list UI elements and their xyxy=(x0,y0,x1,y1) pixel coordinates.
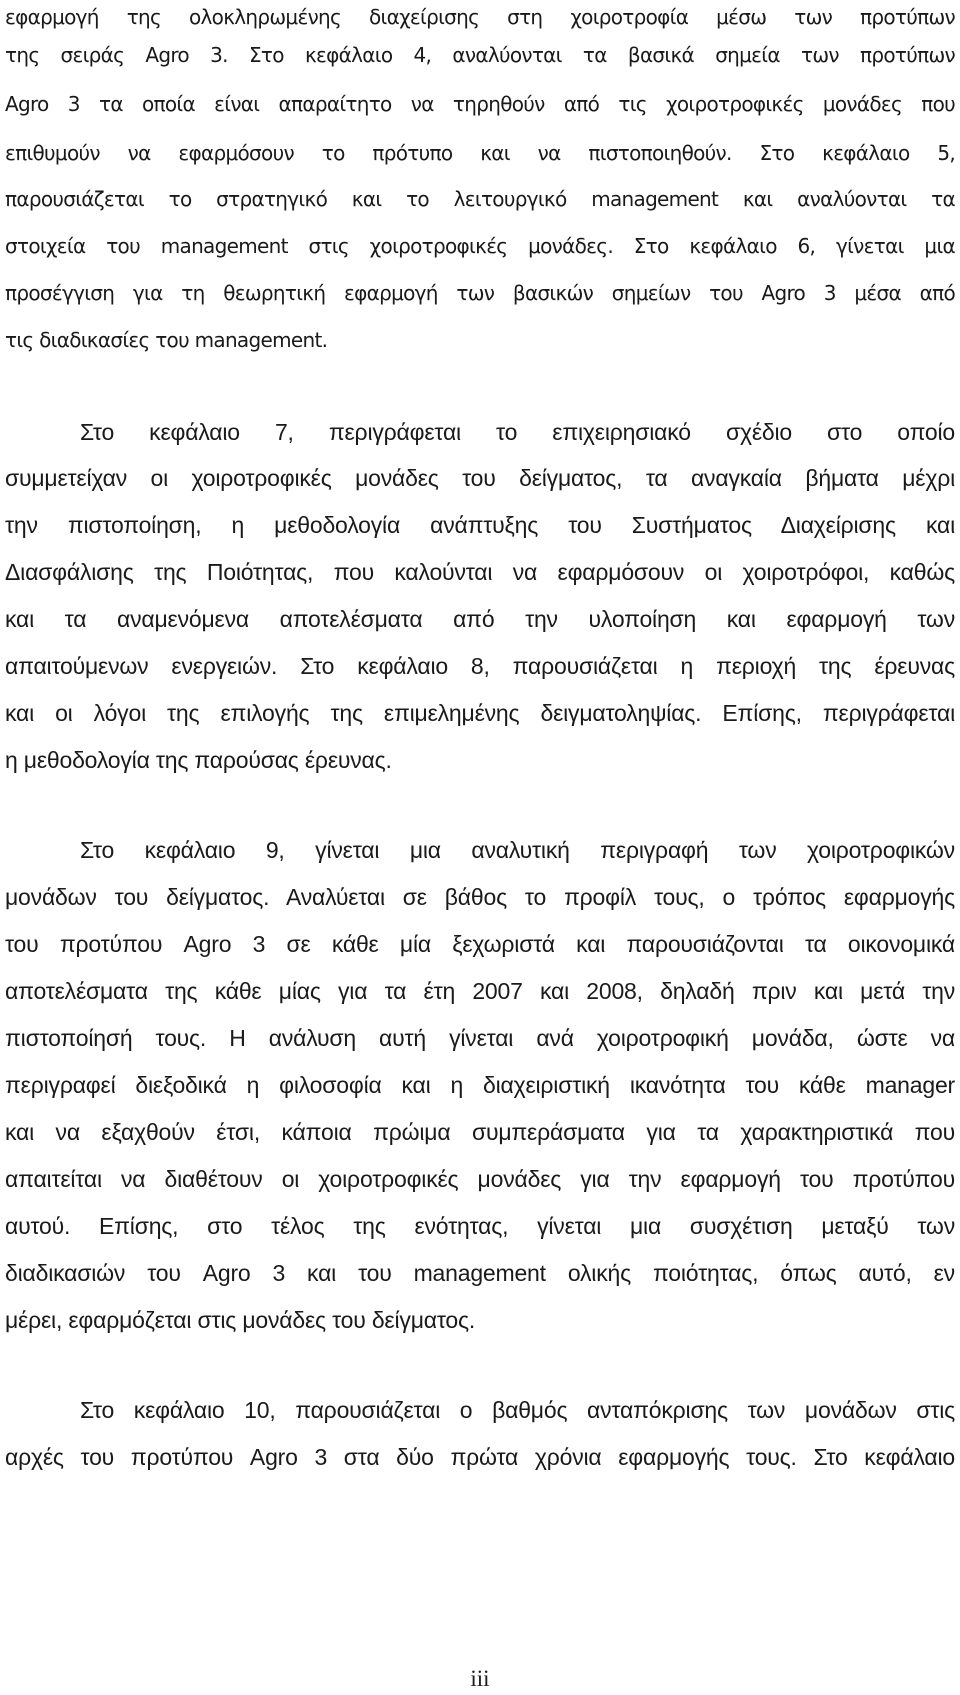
text-line-27: μέρει, εφαρμόζεται στις μονάδες του δείγματος. xyxy=(5,1307,476,1333)
text-line-7: προσέγγιση για τη θεωρητική εφαρμογή των βασικών σημείων του Agro 3 μέσα από xyxy=(5,281,955,305)
text-line-3: Agro 3 τα οποία είναι απαραίτητο να τηρηθούν από τις χοιροτροφικές μονάδες που xyxy=(5,92,955,116)
text-line-6: στοιχεία του management στις χοιροτροφικές μονάδες. Στο κεφάλαιο 6, γίνεται μια xyxy=(5,234,955,258)
text-line-18: μονάδων του δείγματος. Αναλύεται σε βάθος το προφίλ τους, ο τρόπος εφαρμογής xyxy=(5,884,955,910)
text-line-17: Στο κεφάλαιο 9, γίνεται μια αναλυτική περιγραφή των χοιροτροφικών xyxy=(80,837,955,863)
text-line-15: και οι λόγοι της επιλογής της επιμελημένης δειγματοληψίας. Επίσης, περιγράφεται xyxy=(5,700,955,726)
text-line-2: της σειράς Agro 3. Στο κεφάλαιο 4, αναλύονται τα βασικά σημεία των προτύπων xyxy=(5,43,955,67)
text-line-23: και να εξαχθούν έτσι, κάποια πρώιμα συμπεράσματα για τα χαρακτηριστικά που xyxy=(5,1119,955,1145)
text-line-12: Διασφάλισης της Ποιότητας, που καλούνται να εφαρμόσουν οι χοιροτρόφοι, καθώς xyxy=(5,559,955,585)
text-line-20: αποτελέσματα της κάθε μίας για τα έτη 2007 και 2008, δηλαδή πριν και μετά την xyxy=(5,978,955,1004)
text-line-22: περιγραφεί διεξοδικά η φιλοσοφία και η διαχειριστική ικανότητα του κάθε manager xyxy=(5,1072,955,1098)
text-line-14: απαιτούμενων ενεργειών. Στο κεφάλαιο 8, παρουσιάζεται η περιοχή της έρευνας xyxy=(5,653,955,679)
text-line-24: απαιτείται να διαθέτουν οι χοιροτροφικές μονάδες για την εφαρμογή του προτύπου xyxy=(5,1166,955,1192)
page-number: iii xyxy=(470,1666,490,1691)
text-line-29: αρχές του προτύπου Agro 3 στα δύο πρώτα χρόνια εφαρμογής τους. Στο κεφάλαιο xyxy=(5,1444,955,1470)
text-line-16: η μεθοδολογία της παρούσας έρευνας. xyxy=(5,747,392,773)
text-line-5: παρουσιάζεται το στρατηγικό και το λειτουργικό management και αναλύονται τα xyxy=(5,187,955,211)
text-line-10: συμμετείχαν οι χοιροτροφικές μονάδες του δείγματος, τα αναγκαία βήματα μέχρι xyxy=(5,465,955,491)
text-line-21: πιστοποίησή τους. Η ανάλυση αυτή γίνεται ανά χοιροτροφική μονάδα, ώστε να xyxy=(5,1025,955,1051)
text-line-4: επιθυμούν να εφαρμόσουν το πρότυπο και να πιστοποιηθούν. Στο κεφάλαιο 5, xyxy=(5,141,955,165)
text-line-8: τις διαδικασίες του management. xyxy=(5,328,328,352)
text-line-9: Στο κεφάλαιο 7, περιγράφεται το επιχειρησιακό σχέδιο στο οποίο xyxy=(80,419,955,445)
text-line-11: την πιστοποίηση, η μεθοδολογία ανάπτυξης του Συστήματος Διαχείρισης και xyxy=(5,512,955,538)
text-line-25: αυτού. Επίσης, στο τέλος της ενότητας, γίνεται μια συσχέτιση μεταξύ των xyxy=(5,1213,955,1239)
text-line-28: Στο κεφάλαιο 10, παρουσιάζεται ο βαθμός ανταπόκρισης των μονάδων στις xyxy=(80,1397,955,1423)
text-line-13: και τα αναμενόμενα αποτελέσματα από την υλοποίηση και εφαρμογή των xyxy=(5,606,955,632)
text-line-19: του προτύπου Agro 3 σε κάθε μία ξεχωριστά και παρουσιάζονται τα οικονομικά xyxy=(5,931,955,957)
text-line-1: εφαρμογή της ολοκληρωμένης διαχείρισης στη χοιροτροφία μέσω των προτύπων xyxy=(5,5,955,29)
text-line-26: διαδικασιών του Agro 3 και του management ολικής ποιότητας, όπως αυτό, εν xyxy=(5,1260,955,1286)
